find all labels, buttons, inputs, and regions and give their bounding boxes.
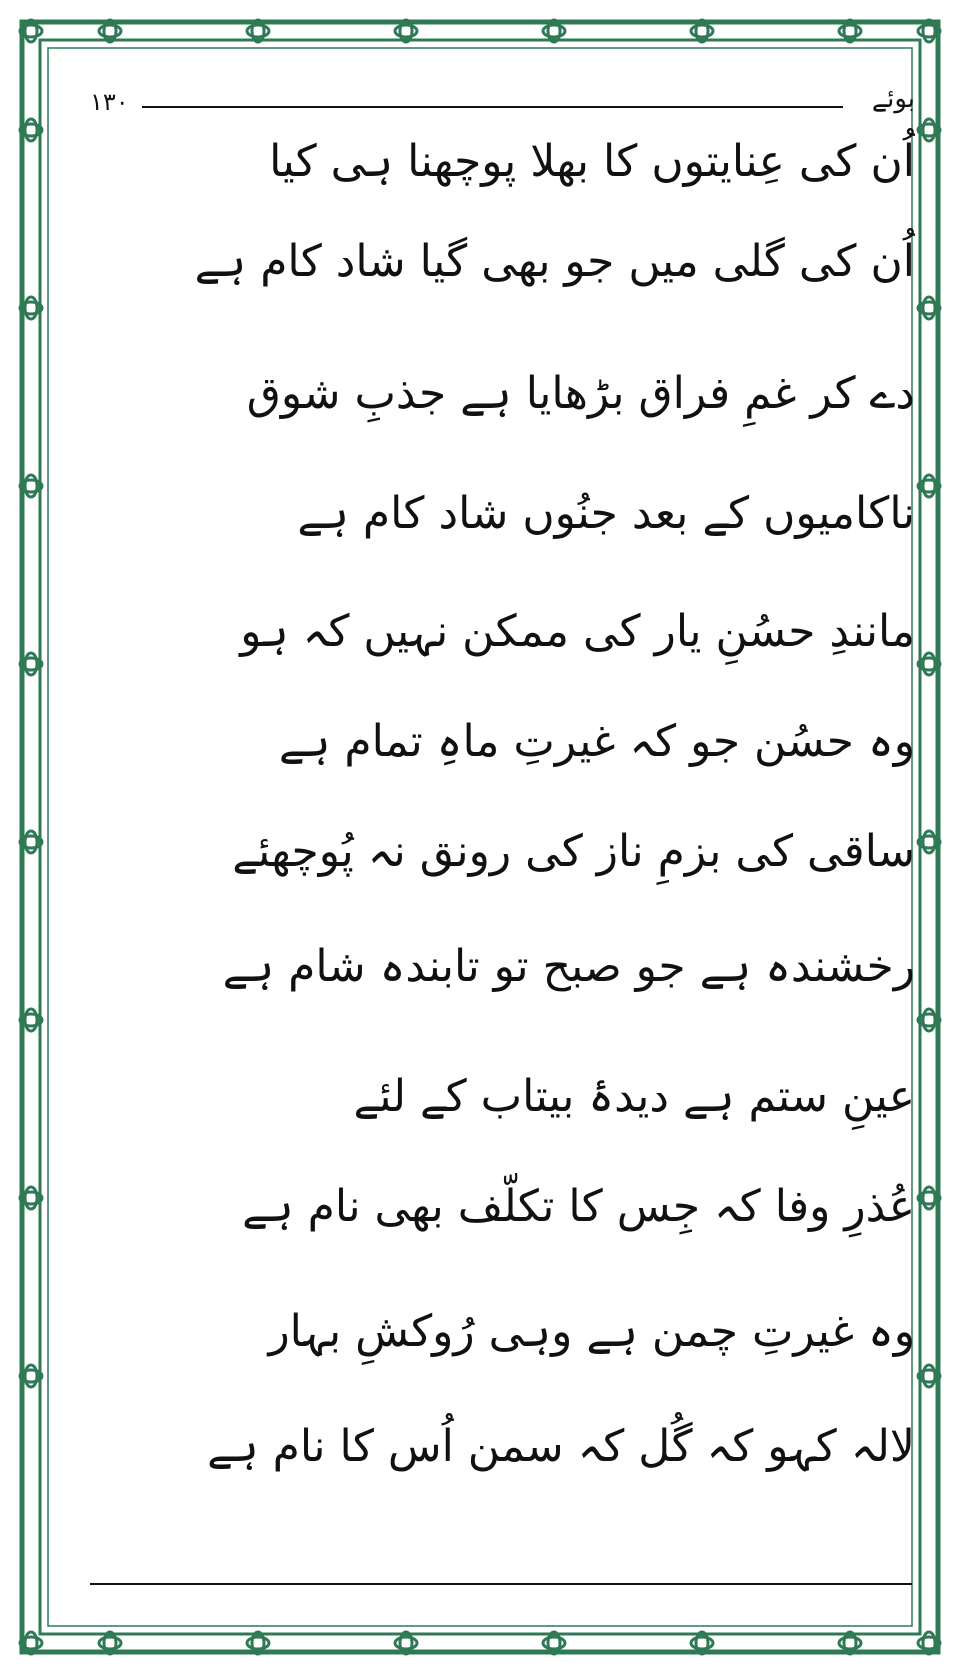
border-knot-ornament: [25, 831, 37, 853]
verse-line-10: عُذرِ وفا کہ جِس کا تکلّف بھی نام ہے: [242, 1181, 915, 1232]
border-knot-ornament: [923, 119, 935, 141]
border-knot-ornament: [247, 1637, 269, 1649]
running-title: بوئے: [871, 84, 915, 114]
border-knot-ornament: [691, 1637, 713, 1649]
verse-line-1: اُن کی عِنایتوں کا بھلا پوچھنا ہی کیا: [269, 136, 915, 187]
verse-line-2: اُن کی گلی میں جو بھی گیا شاد کام ہے: [194, 236, 915, 287]
border-knot-ornament: [99, 25, 121, 37]
verse-line-4: ناکامیوں کے بعد جنُوں شاد کام ہے: [297, 488, 915, 539]
verse-line-3: دے کر غمِ فراق بڑھایا ہے جذبِ شوق: [246, 368, 915, 419]
border-knot-ornament: [25, 1365, 37, 1387]
border-knot-ornament: [691, 25, 713, 37]
border-knot-ornament: [543, 25, 565, 37]
border-knot-ornament: [923, 297, 935, 319]
border-knot-ornament: [543, 1637, 565, 1649]
border-knot-ornament: [25, 475, 37, 497]
verse-line-8: رخشندہ ہے جو صبح تو تابندہ شام ہے: [222, 941, 915, 992]
border-knot-ornament: [923, 1365, 935, 1387]
poem-body: [90, 122, 915, 1577]
border-knot-ornament: [923, 831, 935, 853]
verse-line-12: لالہ کہو کہ گُل کہ سمن اُس کا نام ہے: [207, 1421, 915, 1472]
border-knot-ornament: [25, 653, 37, 675]
border-knot-ornament: [25, 1009, 37, 1031]
border-knot-ornament: [25, 1187, 37, 1209]
border-knot-ornament: [395, 25, 417, 37]
border-knot-ornament: [839, 1637, 861, 1649]
verse-line-7: ساقی کی بزمِ ناز کی رونق نہ پُوچھئے: [232, 826, 915, 877]
border-knot-ornament: [99, 1637, 121, 1649]
border-knot-ornament: [923, 1009, 935, 1031]
border-knot-ornament: [839, 25, 861, 37]
border-knot-ornament: [247, 25, 269, 37]
footer-rule: [90, 1583, 912, 1585]
verse-line-5: مانندِ حسُنِ یار کی ممکن نہیں کہ ہو: [240, 606, 915, 657]
border-knot-ornament: [395, 1637, 417, 1649]
border-knot-ornament: [923, 1187, 935, 1209]
border-knot-ornament: [923, 475, 935, 497]
header-rule: [142, 106, 843, 108]
verse-line-6: وہ حسُن جو کہ غیرتِ ماہِ تمام ہے: [278, 716, 915, 767]
border-knot-ornament: [25, 119, 37, 141]
verse-line-9: عینِ ستم ہے دیدۂ بیتاب کے لئے: [353, 1071, 915, 1122]
page-number: ۱۳۰: [90, 88, 129, 116]
verse-line-11: وہ غیرتِ چمن ہے وہی رُوکشِ بہار: [268, 1306, 915, 1357]
border-knot-ornament: [25, 297, 37, 319]
border-knot-ornament: [923, 653, 935, 675]
